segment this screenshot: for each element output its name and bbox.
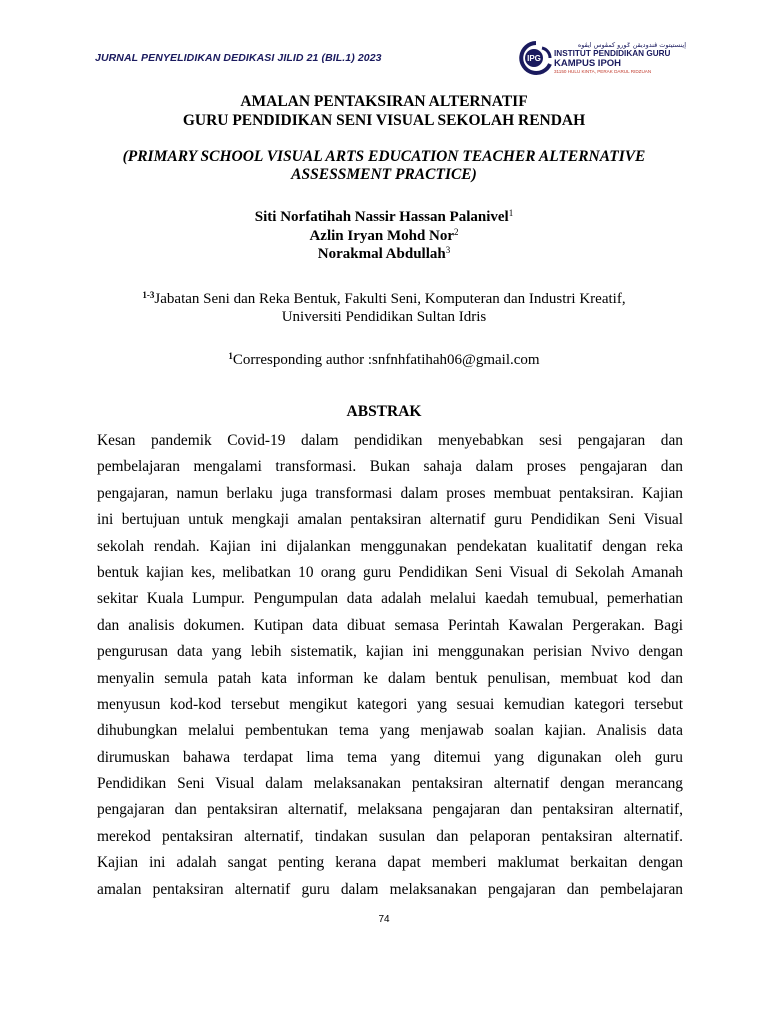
affiliation-text: Jabatan Seni dan Reka Bentuk, Fakulti Seni, Komputeran dan Industri Kreatif, <box>154 291 626 307</box>
abstract-line: Pendidikan Seni Visual dalam melaksanakan pentaksiran alternatif dengan merancang <box>97 775 683 793</box>
logo-jawi-text: إينستيتوت ڤندوديقن ݢورو کمڤوس ايڤوه <box>577 41 686 49</box>
logo-line-institution: INSTITUT PENDIDIKAN GURU <box>554 49 671 58</box>
author-sup: 3 <box>445 245 451 255</box>
author-name: Siti Norfatihah Nassir Hassan Palanivel <box>254 209 509 225</box>
abstract-body <box>97 428 683 903</box>
abstract-line: amalan pentaksiran alternatif guru dalam melaksanakan pengajaran dan pembelajaran <box>97 880 683 898</box>
title-line-2: GURU PENDIDIKAN SENI VISUAL SEKOLAH RENDAH <box>182 112 586 129</box>
abstract-line: bentuk kajian kes, melibatkan 10 orang guru Pendidikan Seni Visual di Sekolah Amanah <box>97 563 683 581</box>
abstract-line: merekod pentaksiran alternatif, tindakan susulan dan pelaporan pentaksiran alternatif. <box>97 827 683 845</box>
title-line-1: AMALAN PENTAKSIRAN ALTERNATIF <box>240 93 528 110</box>
page-number: 74 <box>378 914 390 925</box>
author-sup: 1 <box>508 208 514 218</box>
abstract-line: sekolah rendah. Kajian ini dijalankan menggunakan pendekatan kualitatif dengan reka <box>97 537 683 555</box>
corresponding-author <box>0 352 768 369</box>
affiliation-sup: 1-3 <box>142 290 155 300</box>
journal-header: JURNAL PENYELIDIKAN DEDIKASI JILID 21 (BIL.1) 2023 <box>95 52 382 64</box>
abstract-line: menyusun kod-kod tersebut mengikut kategori yang sesuai kemudian kategori tersebut <box>97 695 683 713</box>
affiliation-line-1 <box>0 290 768 309</box>
abstract-heading: ABSTRAK <box>346 403 422 420</box>
author-name: Norakmal Abdullah <box>317 246 446 262</box>
abstract-line: pengajaran dan pentaksiran alternatif, melaksana pengajaran dan pentaksiran alternatif, <box>97 801 683 819</box>
abstract-line: dan analisis dokumen. Kutipan data dibuat semasa Perintah Kawalan Pergerakan. Bagi <box>97 616 683 634</box>
abstract-line: pengajaran, namun berlaku juga transformasi dalam proses membuat pentaksiran. Kajian <box>97 484 683 502</box>
corresponding-sup: 1 <box>228 351 233 361</box>
corresponding-text: Corresponding author :snfnhfatihah06@gmail.com <box>232 352 540 368</box>
abstract-line: sekitar Kuala Lumpur. Pengumpulan data adalah melalui kaedah temubual, pemerhatian <box>97 590 683 608</box>
ipg-emblem-icon <box>516 40 556 76</box>
logo-mark: IPG <box>527 54 541 63</box>
title-en-line-1: (PRIMARY SCHOOL VISUAL ARTS EDUCATION TEACHER ALTERNATIVE <box>122 148 646 165</box>
author-name: Azlin Iryan Mohd Nor <box>309 228 455 244</box>
abstract-line: Kesan pandemik Covid-19 dalam pendidikan menyebabkan sesi pengajaran dan <box>97 432 683 449</box>
abstract-line: ini bertujuan untuk mengkaji amalan pentaksiran alternatif guru Pendidikan Seni Visual <box>97 511 683 529</box>
title-en-line-2: ASSESSMENT PRACTICE) <box>291 166 477 183</box>
logo-line-address: 31150 HULU KINTA, PERAK DARUL RIDZUAN <box>554 69 652 74</box>
abstract-line: dihubungkan melalui pembentukan tema yang menjawab soalan kajian. Analisis data <box>97 722 683 740</box>
abstract-line: Kajian ini adalah sangat penting kerana dapat memberi maklumat berkaitan dengan <box>97 854 683 872</box>
institution-logo <box>516 40 686 76</box>
abstract-line: pengurusan data yang lebih sistematik, kajian ini menggunakan perisian Nvivo dengan <box>97 643 683 661</box>
author-2 <box>0 227 768 246</box>
abstract-line: menyalin semula patah kata informan ke dalam bentuk penulisan, membuat kod dan <box>97 669 683 687</box>
affiliation-line-2: Universiti Pendidikan Sultan Idris <box>281 309 487 325</box>
author-sup: 2 <box>454 227 459 237</box>
author-3 <box>0 245 768 264</box>
logo-line-campus: KAMPUS IPOH <box>554 58 622 69</box>
abstract-line: dirumuskan bahawa terdapat lima tema yang ditemui yang digunakan oleh guru <box>97 748 683 766</box>
abstract-line: pembelajaran mengalami transformasi. Bukan sahaja dalam proses pengajaran dan <box>97 458 683 476</box>
author-1 <box>0 208 768 227</box>
